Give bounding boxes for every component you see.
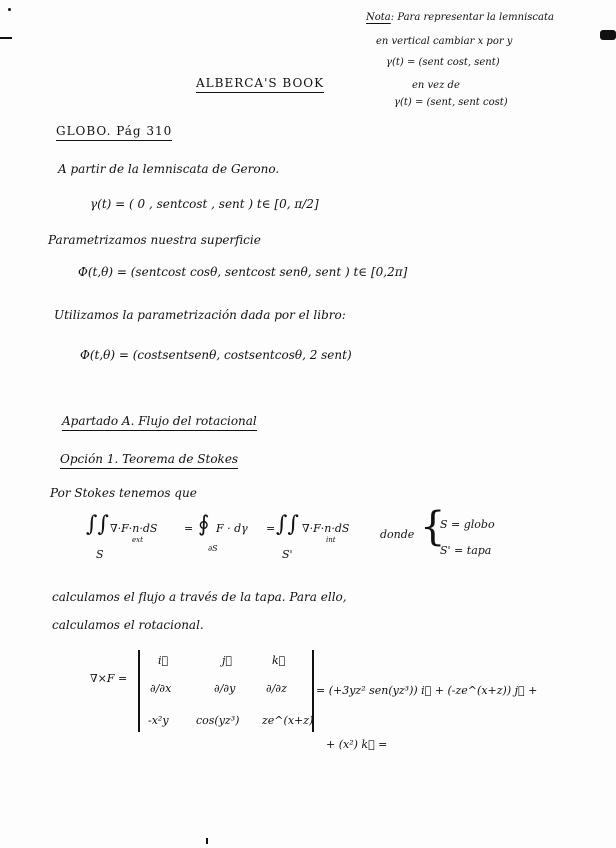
gamma-line: γ(t) = ( 0 , sentcost , sent ) t∈ [0, π/2] — [90, 197, 319, 211]
case-globo: S = globo — [440, 518, 495, 531]
unit-k: k⃗ — [272, 654, 286, 667]
section-globo: GLOBO. Pág 310 — [56, 124, 172, 141]
stokes-rhs: ∇·F·n·dS — [302, 522, 350, 535]
partial-x: ∂/∂x — [150, 682, 172, 695]
stokes-lhs: ∇·F·n·dS — [110, 522, 158, 535]
contour-integral: ∮ — [198, 512, 210, 537]
stokes-eq-2: = — [266, 522, 276, 535]
stokes-lhs-sub: ext — [132, 536, 143, 544]
unit-j: j⃗ — [222, 654, 233, 667]
double-integral-lhs: ∫∫ — [86, 512, 109, 537]
region-s: S — [96, 548, 104, 561]
note-line-4: en vez de — [412, 80, 460, 91]
field-component-2: cos(yz³) — [196, 714, 240, 727]
note-label: Nota — [366, 12, 391, 23]
partial-y: ∂/∂y — [214, 682, 236, 695]
field-component-3: ze^(x+z) — [262, 714, 314, 727]
field-component-1: -x²y — [148, 714, 169, 727]
stokes-eq-1: = — [184, 522, 194, 535]
note-line-3: γ(t) = (sent cost, sent) — [386, 57, 500, 68]
scan-mark-bottom — [206, 838, 208, 844]
flux-line-1: calculamos el flujo a través de la tapa. Para ello, — [52, 590, 347, 604]
region-s2: S' — [282, 548, 293, 561]
curl-result-line-2: + (x²) k⃗ = — [326, 738, 388, 751]
scan-mark-left — [0, 37, 12, 39]
case-tapa: S' = tapa — [440, 544, 492, 557]
phi2-line: Φ(t,θ) = (costsentsenθ, costsentcosθ, 2 sent) — [80, 348, 352, 362]
curl-result-line-1: = (+3yz² sen(yz³)) i⃗ + (-ze^(x+z)) j⃗ + — [316, 684, 538, 697]
phi1-line: Φ(t,θ) = (sentcost cosθ, sentcost senθ, sent ) t∈ [0,2π] — [78, 265, 408, 279]
intro-line: A partir de la lemniscata de Gerono. — [58, 162, 280, 176]
option-1-heading: Opción 1. Teorema de Stokes — [60, 452, 238, 469]
note-line-5: γ(t) = (sent, sent cost) — [394, 97, 508, 108]
stokes-mid-sub: ∂S — [208, 544, 218, 553]
unit-i: i⃗ — [158, 654, 169, 667]
param-book-line: Utilizamos la parametrización dada por el libro: — [54, 308, 346, 322]
param-intro-line: Parametrizamos nuestra superficie — [48, 233, 261, 247]
note-line-1: Nota: Para representar la lemniscata — [366, 12, 554, 23]
determinant-left-bar — [138, 650, 140, 732]
stokes-mid: F · dγ — [216, 522, 248, 535]
scan-mark-right — [600, 30, 616, 40]
flux-line-2: calculamos el rotacional. — [52, 618, 204, 632]
note-line-2: en vertical cambiar x por y — [376, 36, 513, 47]
donde-word: donde — [380, 528, 415, 541]
partial-z: ∂/∂z — [266, 682, 287, 695]
double-integral-rhs: ∫∫ — [276, 512, 299, 537]
cases-brace: { — [420, 504, 446, 550]
scan-mark-top-left — [8, 8, 11, 11]
stokes-intro: Por Stokes tenemos que — [50, 486, 197, 500]
page-title: ALBERCA'S BOOK — [196, 76, 324, 93]
curl-label: ∇×F = — [90, 672, 128, 685]
section-apartado-a: Apartado A. Flujo del rotacional — [62, 414, 257, 431]
stokes-rhs-sub: int — [326, 536, 336, 544]
